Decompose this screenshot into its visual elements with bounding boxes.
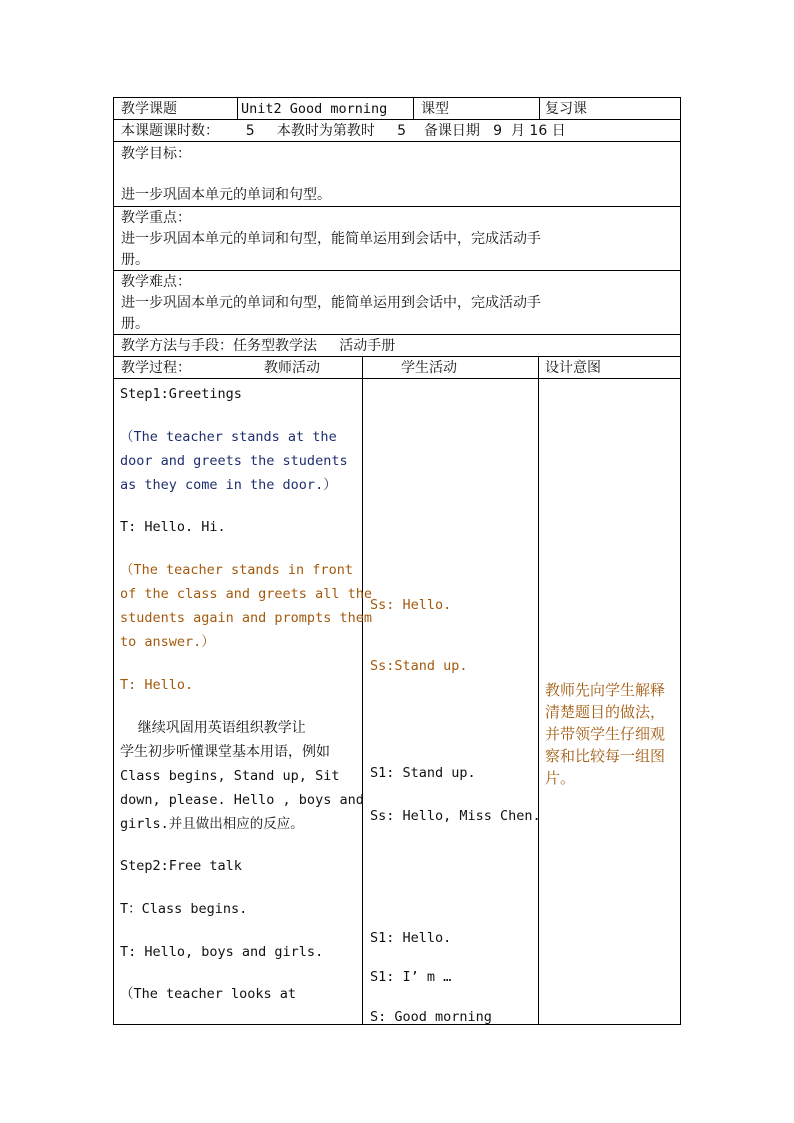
- teacher-para-3-line3: Class begins, Stand up, Sit: [120, 768, 340, 784]
- lesson-count-text: 本课题课时数： 5 本教时为第教时 5 备课日期 9 月 16 日: [121, 123, 566, 139]
- teacher-class-begins: T：Class begins.: [120, 901, 248, 917]
- row-topic: [113, 97, 681, 119]
- design-intent-header: 设计意图: [545, 360, 601, 376]
- teacher-note-2-line2: of the class and greets all the: [120, 586, 372, 602]
- student-activity-header: 学生活动: [401, 360, 457, 376]
- design-line-1: 教师先向学生解释: [545, 681, 666, 699]
- difficulties-line2: 册。: [121, 316, 149, 332]
- type-value: 复习课: [545, 101, 587, 117]
- row-process-header: [113, 356, 681, 378]
- teacher-note-1-line3: as they come in the door.）: [120, 477, 337, 493]
- student-line-7: S: Good morning: [370, 1009, 492, 1025]
- teacher-hello: T: Hello.: [120, 677, 194, 693]
- difficulties-label: 教学难点：: [121, 274, 191, 290]
- topic-label: 教学课题: [121, 101, 177, 117]
- difficulties-line1: 进一步巩固本单元的单词和句型，能简单运用到会话中，完成活动手: [121, 295, 541, 311]
- student-line-5: S1: Hello.: [370, 930, 452, 946]
- design-line-4: 察和比较每一组图: [545, 747, 666, 765]
- type-label: 课型: [421, 101, 449, 117]
- row-process-body: [113, 378, 681, 1025]
- row-methods: [113, 334, 681, 356]
- methods-text: 教学方法与手段：任务型教学法 活动手册: [121, 338, 396, 354]
- teacher-note-2-line4: to answer.）: [120, 634, 215, 650]
- process-label: 教学过程：: [121, 360, 191, 376]
- step2-heading: Step2:Free talk: [120, 858, 242, 874]
- row-key-points: [113, 206, 681, 270]
- teacher-hello-hi: T: Hello. Hi.: [120, 519, 226, 535]
- design-line-3: 并带领学生仔细观: [545, 725, 666, 743]
- teacher-para-3-line4: down, please. Hello , boys and: [120, 792, 364, 808]
- key-points-line1: 进一步巩固本单元的单词和句型，能简单运用到会话中，完成活动手: [121, 231, 541, 247]
- teacher-note-1-line1: （The teacher stands at the: [120, 429, 337, 445]
- student-line-4: Ss: Hello, Miss Chen.: [370, 808, 541, 824]
- objectives-label: 教学目标：: [121, 146, 191, 162]
- student-line-1: Ss: Hello.: [370, 597, 452, 613]
- row-difficulties: [113, 270, 681, 334]
- design-line-2: 清楚题目的做法，: [545, 703, 666, 721]
- teacher-note-2-line3: students again and prompts them: [120, 610, 372, 626]
- teacher-note-2-line1: （The teacher stands in front: [120, 562, 353, 578]
- design-line-5: 片。: [545, 769, 576, 787]
- objectives-text: 进一步巩固本单元的单词和句型。: [121, 187, 331, 203]
- student-line-2: Ss:Stand up.: [370, 658, 468, 674]
- teacher-activity-header: 教师活动: [264, 360, 320, 376]
- row-objectives: [113, 141, 681, 206]
- student-line-3: S1: Stand up.: [370, 765, 476, 781]
- teacher-note-1-line2: door and greets the students: [120, 453, 348, 469]
- teacher-hello-boys-girls: T: Hello, boys and girls.: [120, 944, 324, 960]
- teacher-para-3-line1: 继续巩固用英语组织教学让: [120, 720, 306, 736]
- teacher-note-4-line1: （The teacher looks at: [120, 986, 297, 1002]
- row-lesson-count: [113, 119, 681, 141]
- topic-value: Unit2 Good morning: [241, 101, 388, 117]
- teacher-para-3-line2: 学生初步听懂课堂基本用语，例如: [120, 744, 330, 760]
- teacher-para-3-line5: girls.并且做出相应的反应。: [120, 816, 304, 832]
- key-points-line2: 册。: [121, 252, 149, 268]
- key-points-label: 教学重点：: [121, 210, 191, 226]
- student-line-6: S1: I’ m …: [370, 969, 452, 985]
- step1-heading: Step1:Greetings: [120, 386, 242, 402]
